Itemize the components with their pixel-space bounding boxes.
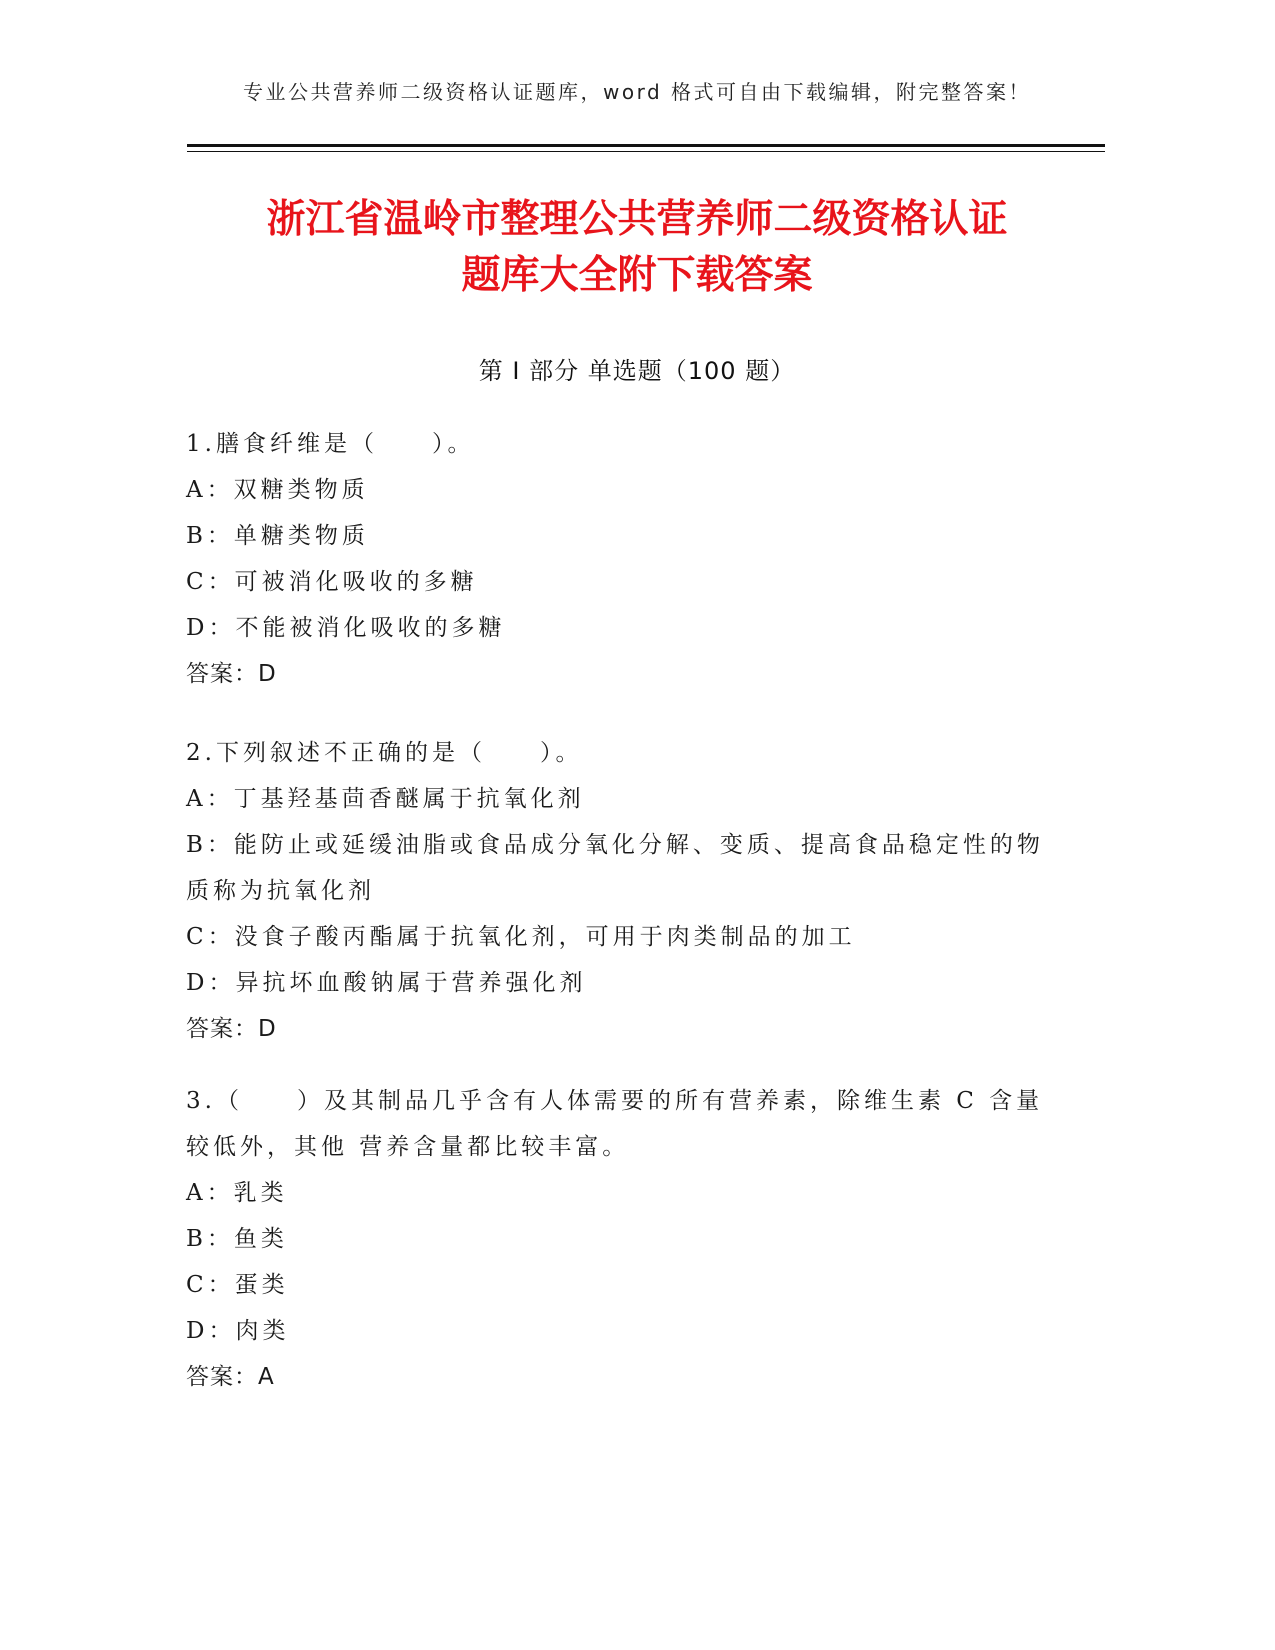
document-title-line-1: 浙江省温岭市整理公共营养师二级资格认证 [266,197,1008,242]
question-stem: 3.（ ）及其制品几乎含有人体需要的所有营养素，除维生素 C 含量较低外，其他 营养含量都比较丰富。 [186,1088,1044,1160]
option-b: B：鱼类 [186,1226,288,1252]
answer-text: 答案：D [186,1016,277,1042]
option-b: B：单糖类物质 [186,523,369,549]
answer-text: 答案：A [186,1364,275,1390]
option-c: C：可被消化吸收的多糖 [186,569,478,595]
option-d: D：肉类 [186,1318,290,1344]
option-c: C：没食子酸丙酯属于抗氧化剂，可用于肉类制品的加工 [186,924,856,950]
document-title [137,192,1137,304]
option-b: B：能防止或延缓油脂或食品成分氧化分解、变质、提高食品稳定性的物质称为抗氧化剂 [186,832,1044,904]
document-title-line-2: 题库大全附下载答案 [461,253,813,298]
answer-text: 答案：D [186,661,277,687]
header-rule-thin [187,151,1105,152]
section-heading: 第 I 部分 单选题（100 题） [478,357,796,385]
option-a: A：乳类 [186,1180,288,1206]
question-stem: 2.下列叙述不正确的是（ ）。 [186,740,583,766]
question-3 [186,1078,1086,1400]
header-rule-thick [187,144,1105,147]
option-c: C：蛋类 [186,1272,289,1298]
option-a: A：丁基羟基茴香醚属于抗氧化剂 [186,786,585,812]
option-a: A：双糖类物质 [186,477,369,503]
question-2 [186,730,1086,1052]
option-d: D：不能被消化吸收的多糖 [186,615,506,641]
question-stem: 1.膳食纤维是（ ）。 [186,431,475,457]
option-d: D：异抗坏血酸钠属于营养强化剂 [186,970,587,996]
question-1 [186,421,1086,697]
page-header-text: 专业公共营养师二级资格认证题库，word 格式可自由下载编辑，附完整答案！ [242,80,1032,104]
